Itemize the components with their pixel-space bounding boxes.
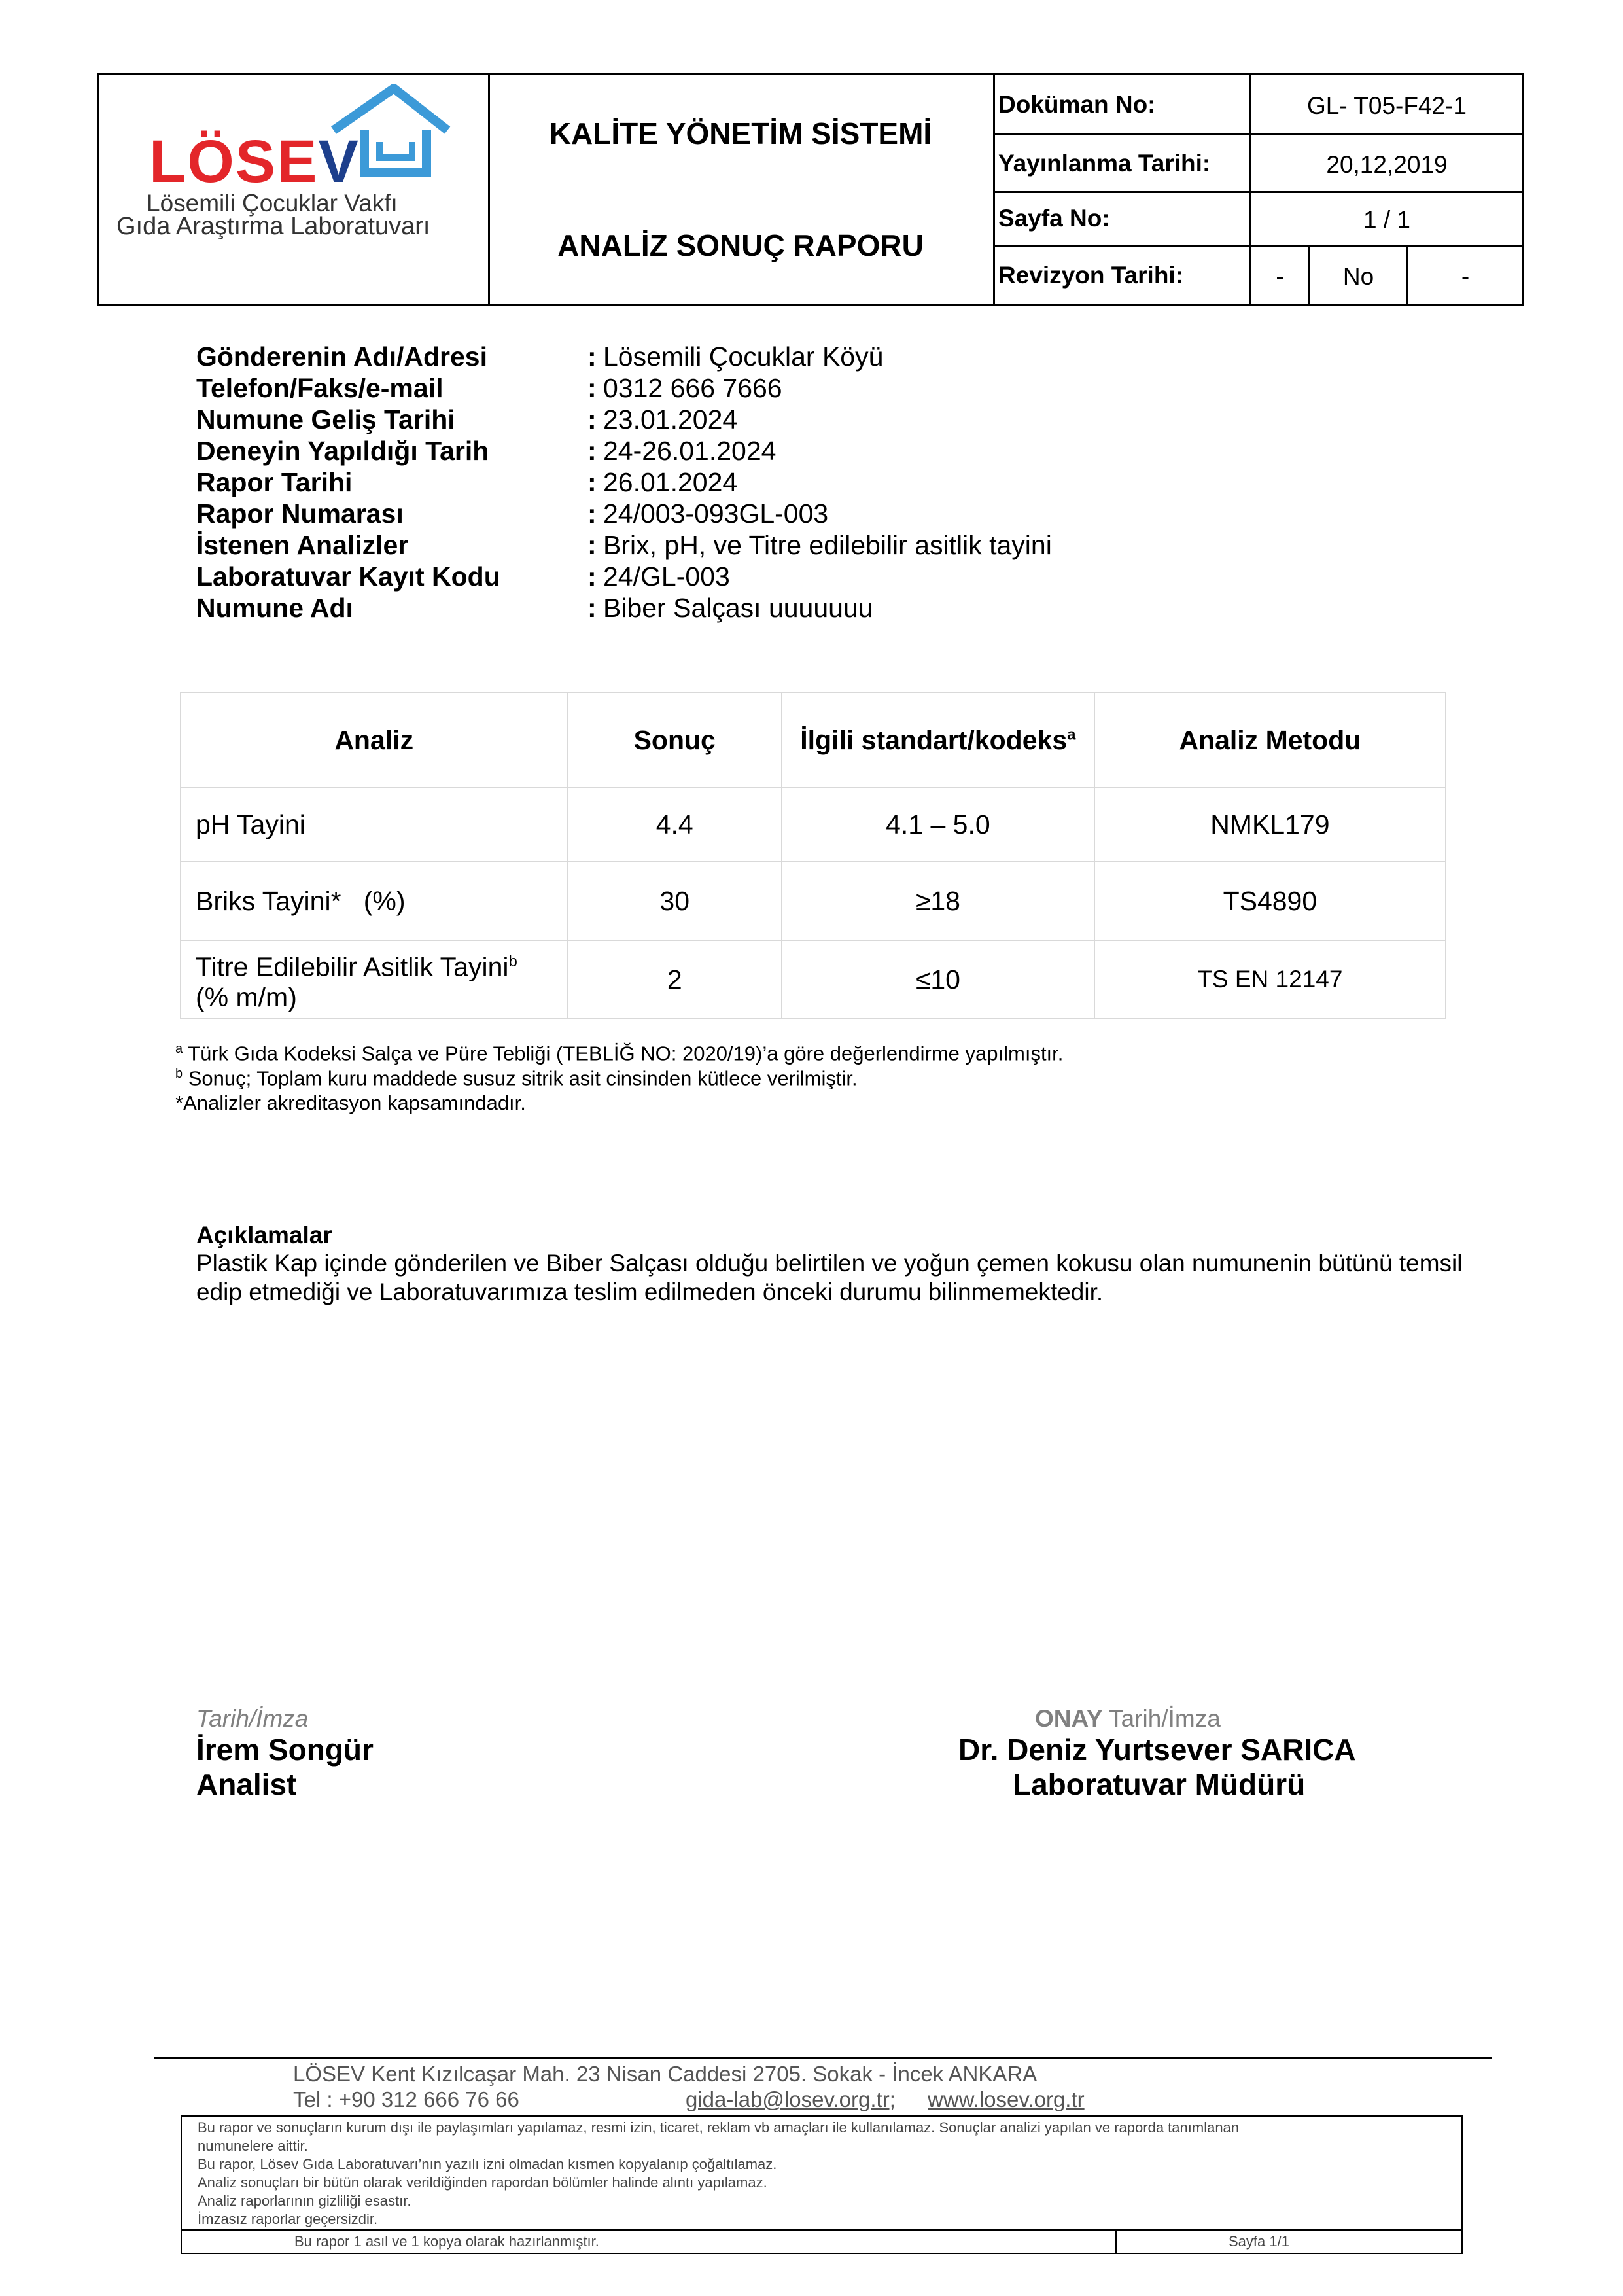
revision-value-3: - <box>1461 263 1470 290</box>
method-cell: TS EN 12147 <box>1094 940 1446 1019</box>
result-cell: 2 <box>567 940 782 1019</box>
footer-website[interactable]: www.losev.org.tr <box>928 2087 1085 2111</box>
remarks-body: Plastik Kap içinde gönderilen ve Biber Salçası olduğu belirtilen ve yoğun çemen kokusu olan numunenin bütünü temsil edip etmediği ve Laboratuvarımıza teslim edilmeden önceki durumu bilinmemektedir. <box>196 1250 1463 1305</box>
analysis-cell: Briks Tayini* (%) <box>181 862 567 940</box>
footnote-accreditation: *Analizler akreditasyon kapsamındadır. <box>175 1091 526 1114</box>
system-title: KALİTE YÖNETİM SİSTEMİ <box>549 116 932 150</box>
manager-name: Dr. Deniz Yurtsever SARICA <box>958 1733 1356 1767</box>
footer-notes-box <box>181 2115 1463 2231</box>
revision-date-label: Revizyon Tarihi: <box>998 262 1184 289</box>
logo-brand: LÖSEV <box>149 128 360 195</box>
publish-date-label: Yayınlanma Tarihi: <box>998 150 1211 177</box>
analysis-cell: pH Tayini <box>181 788 567 862</box>
table-header-row <box>181 692 1446 788</box>
publish-date-value: 20,12,2019 <box>1326 151 1448 178</box>
footnote-b: $^b$ Sonuç; Toplam kuru maddede susuz sitrik asit cinsinden kütlece verilmiştir. <box>175 1067 858 1090</box>
column-header-analysis: Analiz <box>181 692 567 788</box>
doc-no-value: GL- T05-F42-1 <box>1306 92 1467 119</box>
analyst-title: Analist <box>196 1767 297 1801</box>
revision-value-2: No <box>1342 263 1374 290</box>
table-row <box>181 862 1446 940</box>
footer-note: Bu rapor, Lösev Gıda Laboratuvarı’nın yazılı izni olmadan kısmen kopyalanıp çoğaltılamaz. <box>198 2156 777 2172</box>
footer-page-number: Sayfa 1/1 <box>1229 2233 1289 2250</box>
result-cell: 30 <box>567 862 782 940</box>
result-cell: 4.4 <box>567 788 782 862</box>
page-no-value: 1 / 1 <box>1363 206 1410 233</box>
table-row <box>181 940 1446 1019</box>
footer-note: İmzasız raporlar geçersizdir. <box>198 2211 378 2227</box>
analyst-date-sign: Tarih/İmza <box>196 1705 309 1732</box>
column-header-result: Sonuç <box>567 692 782 788</box>
column-header-standard: İlgili standart/kodeks$^a$ <box>782 692 1094 788</box>
footer-bottom-bar <box>181 2231 1463 2254</box>
column-header-method: Analiz Metodu <box>1094 692 1446 788</box>
page-no-label: Sayfa No: <box>998 205 1110 232</box>
losev-logo <box>99 75 484 304</box>
results-table <box>180 692 1446 1019</box>
footer-email[interactable]: gida-lab@losev.org.tr; <box>686 2087 896 2111</box>
footer-note: Analiz sonuçları bir bütün olarak verildiğinden rapordan bölümler halinde alıntı yapılamaz. <box>198 2174 767 2191</box>
analysis-cell: Titre Edilebilir Asitlik Tayini$^b$ (% m/m) <box>181 940 567 1019</box>
document-header <box>97 73 1524 306</box>
footer-address: LÖSEV Kent Kızılcaşar Mah. 23 Nisan Caddesi 2705. Sokak - İncek ANKARA <box>293 2062 1038 2086</box>
manager-title: Laboratuvar Müdürü <box>1013 1767 1306 1801</box>
copy-note: Bu rapor 1 asıl ve 1 kopya olarak hazırlanmıştır. <box>294 2233 599 2250</box>
report-title: ANALİZ SONUÇ RAPORU <box>557 228 924 262</box>
logo-subtitle-lab: Gıda Araştırma Laboratuvarı <box>116 213 430 240</box>
method-cell: TS4890 <box>1094 862 1446 940</box>
footnote-a: $^a$ Türk Gıda Kodeksi Salça ve Püre Tebliği (TEBLİĞ NO: 2020/19)’a göre değerlendirme yapılmıştır. <box>175 1042 1064 1065</box>
footer-divider <box>154 2057 1492 2059</box>
footer-note: Bu rapor ve sonuçların kurum dışı ile paylaşımları yapılamaz, resmi izin, ticaret, reklam vb amaçları ile kullanılamaz. Sonuçlar analizi yapılan ve raporda tanımlanan <box>198 2119 1240 2136</box>
revision-value-1: - <box>1276 263 1284 290</box>
footer-note: Analiz raporlarının gizliliği esastır. <box>198 2193 411 2209</box>
analyst-name: İrem Songür <box>196 1733 374 1767</box>
remarks-title: Açıklamalar <box>196 1222 332 1248</box>
footer-tel: Tel : +90 312 666 76 66 <box>293 2087 519 2111</box>
footer-note: numunelere aittir. <box>198 2138 308 2154</box>
method-cell: NMKL179 <box>1094 788 1446 862</box>
approval-date-sign: ONAY Tarih/İmza <box>1035 1705 1221 1732</box>
standard-cell: 4.1 – 5.0 <box>782 788 1094 862</box>
table-row <box>181 788 1446 862</box>
standard-cell: ≥18 <box>782 862 1094 940</box>
doc-no-label: Doküman No: <box>998 91 1156 118</box>
logo-subtitle: Lösemili Çocuklar Vakfı <box>147 190 398 217</box>
standard-cell: ≤10 <box>782 940 1094 1019</box>
